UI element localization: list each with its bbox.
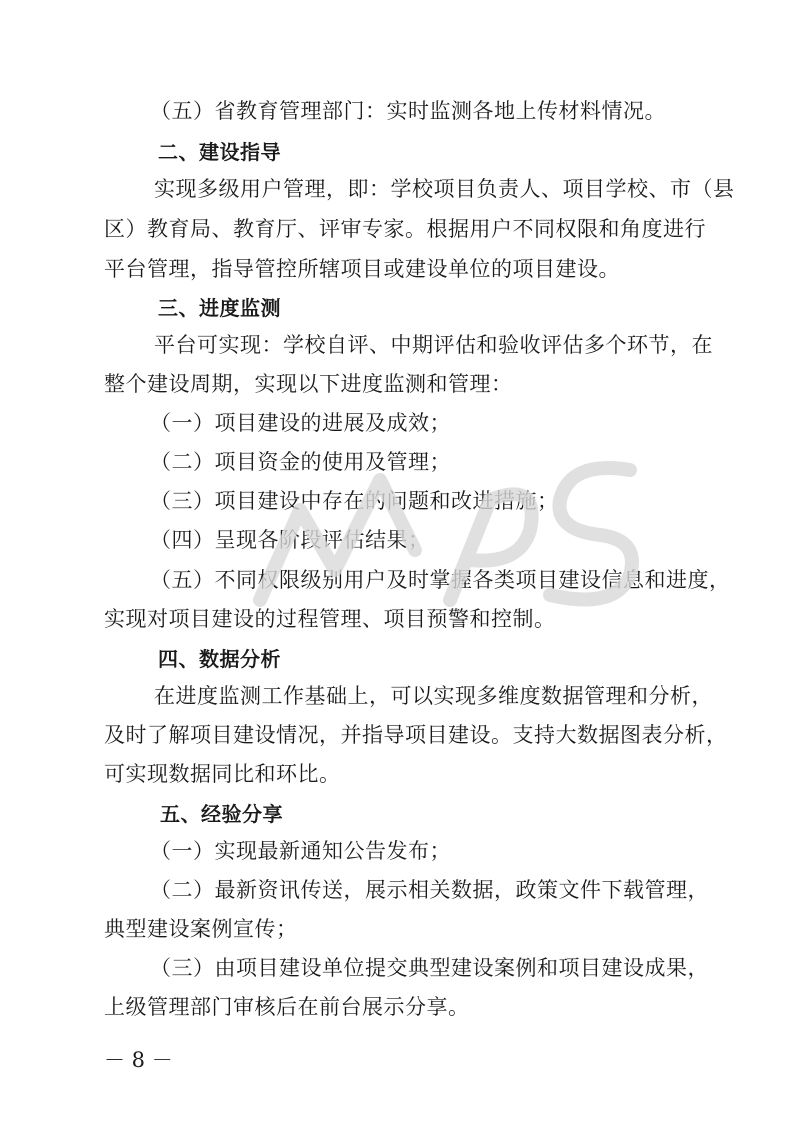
paragraph-line: （五）不同权限级别用户及时掌握各类项目建设信息和进度， (150, 568, 731, 592)
paragraph-line: 上级管理部门审核后在前台展示分享。 (104, 995, 470, 1019)
paragraph-line: （二）最新资讯传送，展示相关数据，政策文件下载管理， (150, 878, 709, 902)
paragraph-line: 可实现数据同比和环比。 (104, 762, 341, 786)
paragraph-line: （三）项目建设中存在的问题和改进措施； (150, 489, 559, 513)
section-heading: 二、建设指导 (158, 140, 281, 164)
paragraph-line: （四）呈现各阶段评估结果； (150, 528, 430, 552)
paragraph-line: 及时了解项目建设情况，并指导项目建设。支持大数据图表分析， (104, 723, 728, 747)
paragraph-line: 实现对项目建设的过程管理、项目预警和控制。 (104, 607, 556, 631)
paragraph-line: 区）教育局、教育厅、评审专家。根据用户不同权限和角度进行 (104, 217, 706, 241)
paragraph-line: 整个建设周期，实现以下进度监测和管理： (104, 372, 513, 396)
paragraph-line: （三）由项目建设单位提交典型建设案例和项目建设成果， (150, 956, 709, 980)
paragraph-line: （二）项目资金的使用及管理； (150, 450, 451, 474)
section-heading: 三、进度监测 (158, 296, 281, 320)
section-heading: 五、经验分享 (160, 802, 283, 826)
section-heading: 四、数据分析 (158, 647, 281, 671)
paragraph-line: （一）实现最新通知公告发布； (150, 839, 451, 863)
paragraph-line: （五）省教育管理部门：实时监测各地上传材料情况。 (150, 99, 666, 123)
paragraph-line: （一）项目建设的进展及成效； (150, 411, 451, 435)
paragraph-line: 实现多级用户管理，即：学校项目负责人、项目学校、市（县 (154, 177, 735, 201)
paragraph-line: 平台管理，指导管控所辖项目或建设单位的项目建设。 (104, 257, 620, 281)
paragraph-line: 平台可实现：学校自评、中期评估和验收评估多个环节，在 (154, 333, 713, 357)
paragraph-line: 在进度监测工作基础上，可以实现多维度数据管理和分析， (154, 684, 713, 708)
paragraph-line: 典型建设案例宣传； (104, 917, 298, 941)
page-number: － 8 － (104, 1048, 173, 1072)
